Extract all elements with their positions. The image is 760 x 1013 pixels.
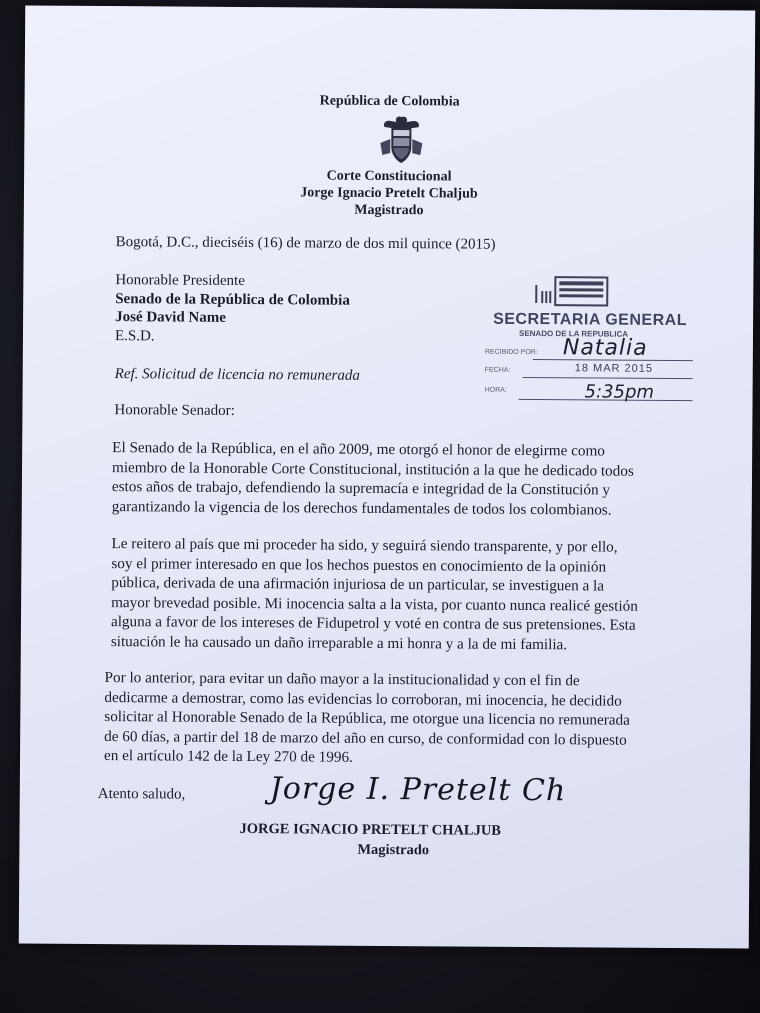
date-line: Bogotá, D.C., dieciséis (16) de marzo de dos mil quince (2015) — [115, 234, 496, 253]
paragraph-1 — [112, 438, 693, 520]
paragraph-3 — [104, 668, 693, 770]
stamp-received-value: Natalia — [562, 335, 648, 361]
salutation: Honorable Senador: — [114, 402, 235, 419]
stamp-time-value: 5:35pm — [584, 381, 655, 403]
stamp-date-label: FECHA: — [484, 366, 511, 374]
republic-heading: República de Colombia — [319, 93, 460, 110]
paragraph-line: en el artículo 142 de la Ley 270 de 1996. — [103, 747, 353, 766]
reference-line: Ref. Solicitud de licencia no remunerada — [114, 366, 360, 384]
handwritten-signature: Jorge I. Pretelt Ch — [269, 771, 567, 809]
magistrate-role: Magistrado — [354, 202, 424, 219]
stamp-subtitle: SENADO DE LA REPUBLICA — [518, 328, 629, 339]
stamp-date-value: 18 MAR 2015 — [574, 362, 654, 375]
paragraph-line: alguna a favor de los intereses de Fidupetrol y voté en contra de sus pretensiones. Esta — [110, 613, 636, 634]
paragraph-2 — [111, 534, 692, 655]
recipient-institution: Senado de la República de Colombia — [115, 291, 350, 309]
stamp-received-label: RECIBIDO POR: — [484, 348, 538, 357]
recipient-title: Honorable Presidente — [115, 272, 245, 290]
letter-page — [19, 5, 756, 948]
paragraph-line: garantizando la vigencia de los derechos fundamentales de todos los colombianos. — [111, 497, 612, 519]
paragraph-line: situación le ha causado un daño irreparable a mi honra y a la de mi familia. — [110, 632, 568, 653]
recipient-name: José David Name — [115, 309, 226, 326]
signer-role: Magistrado — [357, 841, 430, 859]
signer-name: JORGE IGNACIO PRETELT CHALJUB — [239, 820, 502, 839]
paragraph-line: de 60 días, a partir del 18 de marzo del año en curso, de conformidad con lo dispuesto — [104, 727, 627, 749]
court-name: Corte Constitucional — [326, 168, 452, 185]
paragraph-line: mayor brevedad posible. Mi inocencia salta a la vista, por cuanto nunca realicé gestión — [111, 593, 638, 615]
paragraph-line: pública, derivada de una afirmación injuriosa de un particular, se investiguen a la — [111, 574, 605, 595]
stamp-emblem-icon — [513, 273, 613, 310]
paragraph-line: dedicarme a demostrar, como las evidencias lo corroboran, mi inocencia, he decidido — [104, 688, 622, 710]
paragraph-line: Por lo anterior, para evitar un daño mayor a la institucionalidad y con el fin de — [104, 669, 580, 690]
closing: Atento saludo, — [97, 785, 186, 803]
paragraph-line: El Senado de la República, en el año 2009, me otorgó el honor de elegirme como — [112, 439, 605, 460]
paragraph-line: miembro de la Honorable Corte Constitucional, institución a la que he dedicado todos — [112, 458, 634, 480]
paragraph-line: Le reitero al país que mi proceder ha sido, y seguirá siendo transparente, y por ello, — [111, 535, 618, 556]
paragraph-line: soy el primer interesado en que los hechos puestos en conocimiento de la opinión — [111, 554, 607, 576]
recipient-esd: E.S.D. — [114, 328, 155, 345]
paragraph-line: estos años de trabajo, defendiendo la supremacía e integridad de la Constitución y — [111, 478, 611, 499]
stamp-time-label: HORA: — [484, 386, 507, 394]
stamp-line — [523, 377, 693, 379]
stamp-title: SECRETARIA GENERAL — [493, 310, 688, 330]
magistrate-name: Jorge Ignacio Pretelt Chaljub — [300, 185, 478, 202]
received-stamp — [462, 271, 703, 413]
paragraph-line: solicitar al Honorable Senado de la República, me otorgue una licencia no remunerada — [104, 708, 630, 729]
coat-of-arms-icon — [376, 113, 426, 165]
